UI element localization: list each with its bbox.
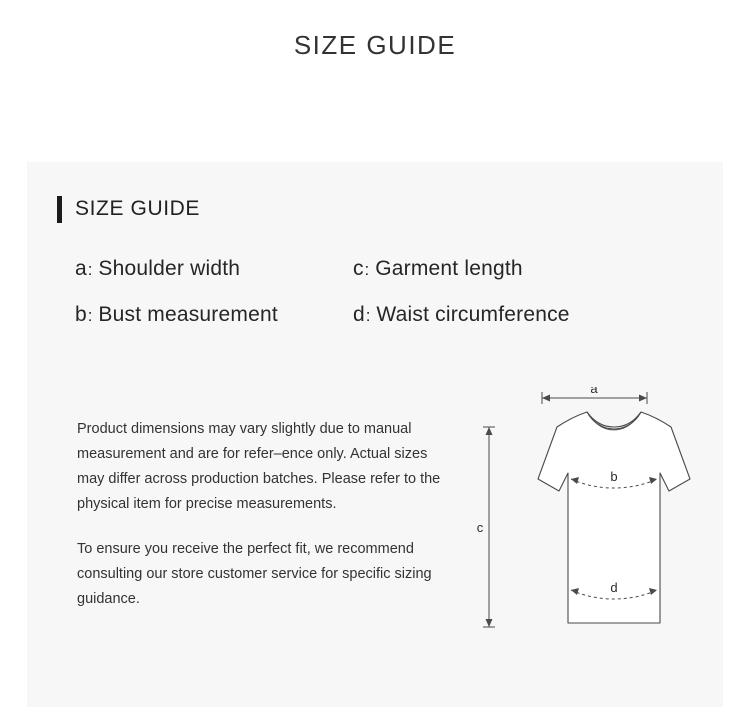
dimension-label-d: d	[610, 580, 618, 595]
legend-key-b: b	[75, 303, 87, 326]
legend-item-c	[353, 257, 523, 281]
legend-row	[75, 303, 695, 327]
note-paragraph-1: Product dimensions may vary slightly due to manual measurement and are for refer–ence only. Actual sizes may differ across production batches. Please refer to the physical item for precise measurements.	[77, 421, 441, 512]
legend-row	[75, 257, 695, 281]
page-title: SIZE GUIDE	[293, 30, 457, 60]
tshirt-measurement-diagram	[447, 387, 697, 667]
measurement-notes	[77, 417, 442, 612]
legend-colon-a: :	[87, 260, 93, 279]
legend-text-c: Garment length	[375, 257, 523, 280]
legend-colon-d: :	[365, 306, 371, 325]
legend-text-b: Bust measurement	[98, 303, 278, 326]
note-paragraph-2: To ensure you receive the perfect fit, we recommend consulting our store customer service for specific sizing guidance.	[77, 541, 432, 607]
section-header	[57, 194, 200, 224]
dimension-label-b: b	[610, 469, 618, 484]
legend-colon-b: :	[87, 306, 93, 325]
section-accent-bar	[57, 196, 62, 223]
legend-item-d	[353, 303, 570, 327]
dimension-c-arrow	[483, 427, 495, 627]
legend-colon-c: :	[364, 260, 370, 279]
measurement-legend	[75, 257, 695, 349]
section-title: SIZE GUIDE	[75, 197, 201, 220]
legend-key-a: a	[75, 257, 87, 280]
size-guide-panel	[27, 162, 723, 707]
legend-text-d: Waist circumference	[376, 303, 570, 326]
legend-text-a: Shoulder width	[98, 257, 241, 280]
legend-key-c: c	[353, 257, 364, 280]
legend-item-b	[75, 303, 353, 327]
dimension-label-a: a	[590, 387, 598, 396]
legend-item-a	[75, 257, 353, 281]
legend-key-d: d	[353, 303, 365, 326]
dimension-label-c: c	[476, 520, 484, 535]
